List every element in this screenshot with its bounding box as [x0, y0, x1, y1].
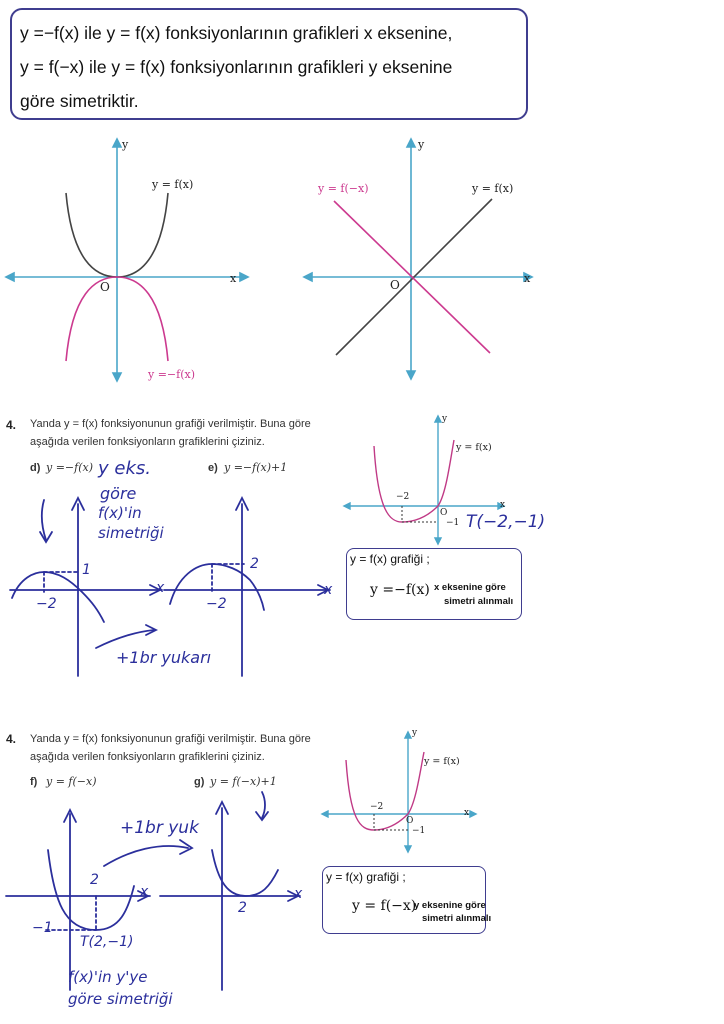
- q1-note-title: y = f(x) grafiği ;: [350, 552, 430, 566]
- figure-y-symmetry: [300, 135, 540, 385]
- q2-number: 4.: [6, 732, 17, 746]
- q2-hand-bottom-l2: göre simetriği: [68, 990, 173, 1008]
- q1-part-d-letter: d): [30, 462, 41, 474]
- q2-note-side2: simetri alınmalı: [422, 913, 492, 924]
- q1-hand-shift-note: +1br yukarı: [116, 648, 212, 667]
- q1-hand-d-tick-x: −2: [36, 596, 57, 612]
- q1-note-side2: simetri alınmalı: [444, 596, 514, 607]
- q2-part-g-eq: y = f(−x)+1: [210, 775, 277, 788]
- q2-graph-tick-y: −1: [412, 826, 426, 836]
- q1-hand-note1-l4: simetriği: [98, 524, 164, 542]
- q1-hand-note1-l1: y eks.: [98, 458, 151, 479]
- q1-graph-origin: O: [440, 508, 448, 518]
- q2-graph-x: x: [464, 808, 470, 818]
- q1-graph-x: x: [500, 500, 506, 510]
- q1-hand-e-x: x: [324, 582, 333, 598]
- q1-part-d-eq: y =−f(x): [46, 461, 94, 474]
- fig1-f-label: y = f(x): [152, 178, 194, 191]
- q1-graph-f-label: y = f(x): [456, 442, 492, 453]
- fig2-f-label: y = f(x): [472, 182, 514, 195]
- q1-hand-e-tick-y: 2: [250, 556, 259, 572]
- q1-hand-d-tick-y: 1: [82, 562, 91, 578]
- q2-hand-g-x: x: [294, 886, 303, 902]
- rule-box: [10, 8, 528, 120]
- figure-x-symmetry: [0, 135, 260, 385]
- q1-graph-y: y: [442, 414, 448, 424]
- q2-part-f-eq: y = f(−x): [46, 775, 97, 788]
- q2-part-g-letter: g): [194, 776, 205, 788]
- q1-hand-d-x: x: [156, 580, 165, 596]
- q1-part-e-eq: y =−f(x)+1: [224, 461, 288, 474]
- q1-graph-tick-x: −2: [396, 492, 410, 502]
- q2-note-side1: y eksenine göre: [414, 900, 486, 911]
- q2-text-line1: Yanda y = f(x) fonksiyonunun grafiği verilmiştir. Buna göre: [30, 733, 311, 745]
- q2-graph-origin: O: [406, 816, 414, 826]
- q1-note-eq: y =−f(x): [370, 582, 430, 598]
- rule-line-1: y =−f(x) ile y = f(x) fonksiyonlarının grafikleri x eksenine,: [20, 23, 453, 43]
- rule-line-2: y = f(−x) ile y = f(x) fonksiyonlarının grafikleri y eksenine: [20, 57, 453, 77]
- q2-note-title: y = f(x) grafiği ;: [326, 870, 406, 884]
- rule-line-3: göre simetriktir.: [20, 91, 139, 111]
- q1-hand-note1-l2: göre: [100, 484, 137, 503]
- q2-hand-g-tick-x: 2: [238, 900, 247, 916]
- q2-graph-f-label: y = f(x): [424, 756, 460, 767]
- q1-number: 4.: [6, 418, 17, 432]
- q1-hand-vertex: T(−2,−1): [466, 512, 546, 532]
- fig1-y-label: y: [122, 138, 129, 151]
- q2-hand-f-x: x: [140, 884, 149, 900]
- q2-hand-f-tick-x: 2: [90, 872, 99, 888]
- q2-graph-y: y: [412, 728, 418, 738]
- q2-part-f-letter: f): [30, 776, 38, 788]
- fig2-x-label: x: [524, 272, 531, 285]
- q2-given-graph: [320, 728, 490, 858]
- fig1-origin: O: [100, 280, 110, 294]
- fig1-neg-label: y =−f(x): [148, 368, 196, 381]
- fig2-neg-label: y = f(−x): [318, 182, 369, 195]
- q2-graph-tick-x: −2: [370, 802, 384, 812]
- q1-note-side1: x eksenine göre: [434, 582, 506, 593]
- q1-text-line1: Yanda y = f(x) fonksiyonunun grafiği verilmiştir. Buna göre: [30, 418, 311, 430]
- q2-hand-shift-note: +1br yuk: [120, 818, 199, 838]
- fig2-y-label: y: [418, 138, 425, 151]
- fig1-x-label: x: [230, 272, 237, 285]
- q2-hand-f-tick-y: −1: [32, 920, 53, 936]
- q2-note-eq: y = f(−x): [352, 898, 417, 914]
- q1-hand-e-tick-x: −2: [206, 596, 227, 612]
- q1-part-e-letter: e): [208, 462, 218, 474]
- fig2-origin: O: [390, 278, 400, 292]
- q1-hand-note1-l3: f(x)'in: [98, 504, 142, 522]
- q2-hand-vertex: T(2,−1): [80, 934, 134, 950]
- q1-graph-tick-y: −1: [446, 518, 460, 528]
- q2-text-line2: aşağıda verilen fonksiyonların grafiklerini çiziniz.: [30, 751, 265, 763]
- q1-text-line2: aşağıda verilen fonksiyonların grafiklerini çiziniz.: [30, 436, 265, 448]
- q2-hand-bottom-l1: f(x)'in y'ye: [68, 968, 148, 986]
